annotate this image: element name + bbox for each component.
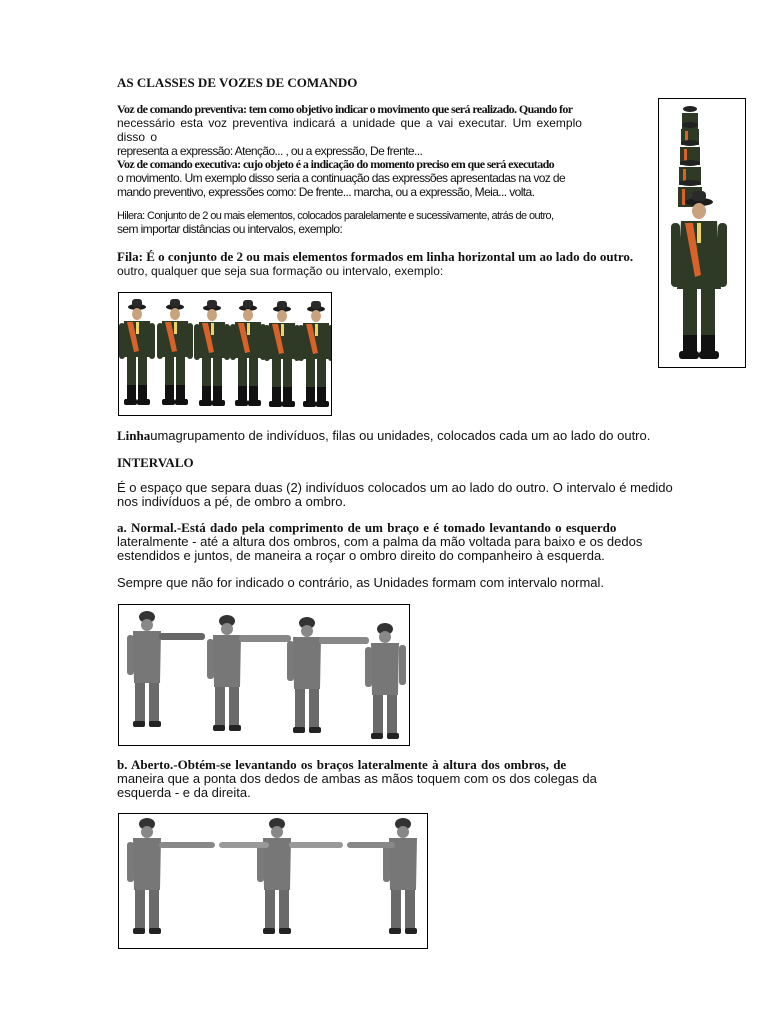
fila-soldier xyxy=(194,300,230,406)
hilera-soldier-column-figure xyxy=(659,99,745,367)
fila-soldier xyxy=(264,301,300,407)
normal-interval-figure xyxy=(119,605,409,745)
hilera-line2: sem importar distâncias ou intervalos, exemplo: xyxy=(117,222,343,236)
executiva-line2: o movimento. Um exemplo disso seria a continuação das expressões apresentadas na voz de xyxy=(117,171,566,185)
normal-soldier xyxy=(207,615,291,731)
intervalo-heading: INTERVALO xyxy=(117,455,194,470)
fila-paragraph xyxy=(117,249,677,278)
fila-soldier xyxy=(119,299,155,405)
aberto-line2: maneira que a ponta dos dedos de ambas as mãos toquem com os dos colegas da xyxy=(117,771,597,786)
fila-image xyxy=(118,292,332,416)
aberto-soldier xyxy=(219,818,343,934)
aberto-interval-image xyxy=(118,813,428,949)
normal-soldier xyxy=(287,617,369,733)
aberto-lead: b. Aberto.-Obtém-se levantando os braços lateralmente à altura dos ombros, de xyxy=(117,757,567,772)
preventiva-body xyxy=(117,116,587,158)
normal-line3: estendidos e juntos, de maneira a roçar o ombro direito do companheiro à esquerda. xyxy=(117,548,605,563)
aberto-soldier xyxy=(127,818,215,934)
linha-text: umagrupamento de indivíduos, filas ou unidades, colocados cada um ao lado do outro. xyxy=(150,428,651,443)
linha-term: Linha xyxy=(117,428,151,443)
aberto-line3: esquerda - e da direita. xyxy=(117,785,251,800)
fila-line2: outro, qualquer que seja sua formação ou intervalo, exemplo: xyxy=(117,264,444,278)
hilera-image xyxy=(658,98,746,368)
preventiva-paragraph xyxy=(117,102,577,116)
linha-paragraph xyxy=(117,428,677,443)
fila-soldier xyxy=(298,301,331,407)
fila-soldier xyxy=(230,300,266,406)
executiva-paragraph xyxy=(117,157,577,171)
preventiva-line2: necessário esta voz preventiva indicará a unidade que a vai executar. Um exemplo disso o xyxy=(117,116,582,144)
fila-line1: Fila: É o conjunto de 2 ou mais elementos formados em linha horizontal um ao lado do outro. xyxy=(117,249,634,264)
normal-interval-image xyxy=(118,604,410,746)
document-title: AS CLASSES DE VOZES DE COMANDO xyxy=(117,75,358,90)
normal-line2: lateralmente - até a altura dos ombros, com a palma da mão voltada para baixo e os dedos xyxy=(117,534,643,549)
fila-soldier-row-figure xyxy=(119,293,331,415)
fila-soldier xyxy=(157,299,193,405)
aberto-paragraph xyxy=(117,758,677,800)
hilera-front-soldier xyxy=(671,191,727,359)
executiva-body xyxy=(117,171,587,199)
executiva-lead: Voz de comando executiva: cujo objeto é a indicação do momento preciso em que será executado xyxy=(117,157,555,171)
aberto-interval-figure xyxy=(119,814,427,948)
intervalo-paragraph xyxy=(117,481,677,509)
aberto-soldier xyxy=(347,818,417,934)
hilera-line1: Hilera: Conjunto de 2 ou mais elementos, colocados paralelamente e sucessivamente, atrás de outro, xyxy=(117,210,554,222)
normal-note: Sempre que não for indicado o contrário, as Unidades formam com intervalo normal. xyxy=(117,575,605,590)
normal-paragraph xyxy=(117,521,677,563)
hilera-paragraph xyxy=(117,210,587,236)
preventiva-line3: representa a expressão: Atenção... , ou a expressão, De frente... xyxy=(117,144,423,158)
intervalo-line1: É o espaço que separa duas (2) indivíduos colocados um ao lado do outro. O intervalo é medido xyxy=(117,480,673,495)
normal-lead: a. Normal.-Está dado pela comprimento de um braço e é tomado levantando o esquerdo xyxy=(117,520,617,535)
intervalo-line2: nos indivíduos a pé, de ombro a ombro. xyxy=(117,494,347,509)
executiva-line3: mando preventivo, expressões como: De frente... marcha, ou a expressão, Meia... volta. xyxy=(117,185,535,199)
normal-soldier xyxy=(365,623,406,739)
preventiva-lead: Voz de comando preventiva: tem como objetivo indicar o movimento que será realizado. Quando for xyxy=(117,102,573,116)
normal-soldier xyxy=(127,611,205,727)
